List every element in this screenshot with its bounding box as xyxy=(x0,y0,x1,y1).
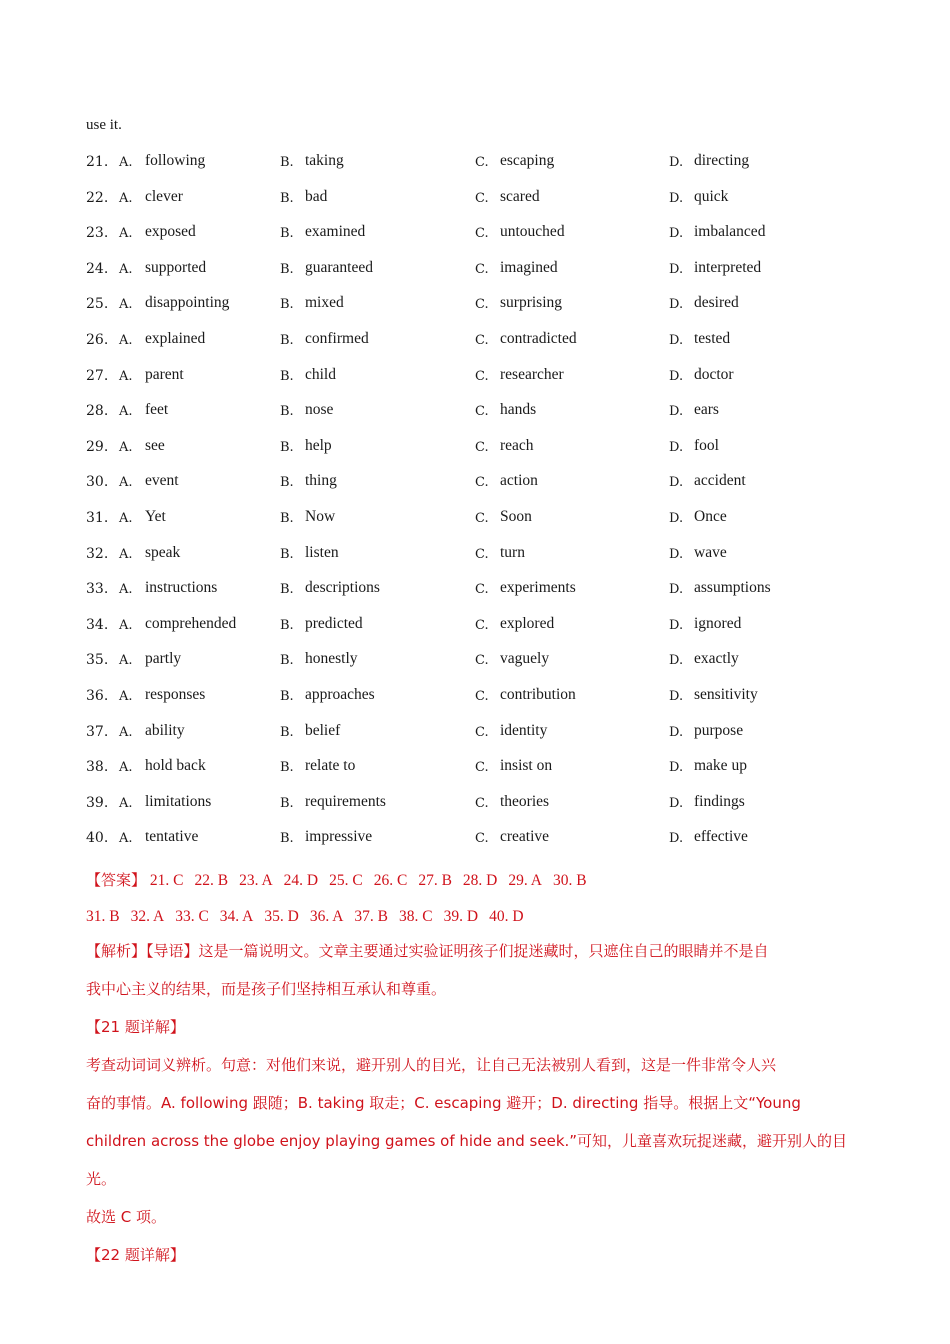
option-d-text: effective xyxy=(694,828,748,846)
question-number: 23. xyxy=(86,225,109,242)
question-row xyxy=(86,755,876,791)
option-a-text: clever xyxy=(145,187,183,205)
answer-item: 33. C xyxy=(175,908,209,925)
guide-paragraph-line-2: 我中心主义的结果，而是孩子们坚持相互承认和尊重。 xyxy=(86,980,447,998)
option-letter-c: C. xyxy=(475,688,489,704)
question-number: 22. xyxy=(86,189,109,206)
option-letter-a: A. xyxy=(119,760,133,776)
option-letter-a: A. xyxy=(119,510,133,526)
option-b-text: approaches xyxy=(305,685,375,703)
option-letter-b: B. xyxy=(280,404,294,420)
option-d-text: directing xyxy=(694,152,750,169)
option-letter-a: A. xyxy=(119,155,133,170)
question-number: 24. xyxy=(86,260,109,277)
question-row xyxy=(86,577,876,613)
question-row xyxy=(86,150,876,186)
option-c-text: theories xyxy=(500,792,550,810)
analysis-section xyxy=(86,932,876,1274)
guide-label: 【导语】 xyxy=(146,942,199,960)
answer-item: 25. C xyxy=(329,872,363,889)
option-letter-b: B. xyxy=(280,760,294,776)
option-letter-c: C. xyxy=(475,546,489,562)
question-row xyxy=(86,791,876,827)
option-letter-b: B. xyxy=(280,190,294,206)
answer-item: 40. D xyxy=(489,908,524,925)
option-letter-d: D. xyxy=(669,261,684,277)
option-c-text: hands xyxy=(500,401,537,419)
option-letter-d: D. xyxy=(669,155,684,170)
question-number: 33. xyxy=(86,581,109,598)
question-number: 39. xyxy=(86,794,109,811)
option-d-text: make up xyxy=(694,757,747,775)
option-letter-b: B. xyxy=(280,724,294,740)
question-row xyxy=(86,542,876,578)
option-d-text: tested xyxy=(694,329,731,347)
option-letter-b: B. xyxy=(280,155,294,170)
option-letter-c: C. xyxy=(475,439,489,455)
option-letter-a: A. xyxy=(119,653,133,669)
option-d-text: ears xyxy=(694,401,719,419)
answer-item: 28. D xyxy=(462,872,498,889)
option-letter-a: A. xyxy=(119,724,133,740)
option-letter-b: B. xyxy=(280,546,294,562)
question-number: 32. xyxy=(86,545,109,562)
option-letter-c: C. xyxy=(475,261,489,277)
analysis-label: 【解析】 xyxy=(86,942,147,960)
option-c-text: imagined xyxy=(500,258,558,276)
question-number: 27. xyxy=(86,367,109,384)
answer-item: 29. A xyxy=(508,872,542,889)
option-a-text: comprehended xyxy=(145,614,237,632)
q21-heading: 【21 题详解】 xyxy=(86,1018,185,1036)
option-b-text: examined xyxy=(305,223,366,241)
option-a-text: supported xyxy=(145,258,207,276)
question-number: 37. xyxy=(86,723,109,740)
option-d-text: interpreted xyxy=(694,258,762,276)
option-c-text: reach xyxy=(500,436,534,454)
option-b-text: guaranteed xyxy=(305,258,373,276)
option-letter-b: B. xyxy=(280,439,294,455)
option-b-text: taking xyxy=(305,152,344,169)
option-b-text: impressive xyxy=(305,828,373,846)
guide-paragraph-line-1 xyxy=(86,932,876,970)
option-letter-b: B. xyxy=(280,617,294,633)
answer-item: 32. A xyxy=(130,908,165,925)
question-row xyxy=(86,186,876,222)
option-letter-c: C. xyxy=(475,332,489,348)
option-c-text: Soon xyxy=(500,507,532,525)
question-row xyxy=(86,684,876,720)
option-letter-a: A. xyxy=(119,226,133,242)
option-a-text: feet xyxy=(145,401,169,419)
option-a-text: disappointing xyxy=(145,294,230,312)
option-a-text: responses xyxy=(145,685,206,703)
option-letter-c: C. xyxy=(475,404,489,420)
answer-item: 23. A xyxy=(239,872,273,889)
lead-text: use it. xyxy=(86,117,122,133)
question-row xyxy=(86,648,876,684)
option-d-text: exactly xyxy=(694,650,739,668)
option-a-text: event xyxy=(145,472,179,490)
option-letter-c: C. xyxy=(475,368,489,384)
question-number: 31. xyxy=(86,509,109,526)
option-b-text: child xyxy=(305,365,336,383)
question-row xyxy=(86,613,876,649)
question-row xyxy=(86,257,876,293)
option-b-text: nose xyxy=(305,401,334,419)
option-c-text: action xyxy=(500,472,538,490)
option-b-text: listen xyxy=(305,543,339,561)
option-letter-d: D. xyxy=(669,297,684,313)
q21-line-4: 故选 C 项。 xyxy=(86,1208,167,1226)
question-number: 40. xyxy=(86,830,109,847)
answer-item: 24. D xyxy=(283,872,319,889)
option-letter-c: C. xyxy=(475,724,489,740)
q21-line-1: 考查动词词义辨析。句意：对他们来说，避开别人的目光，让自己无法被别人看到，这是一件非常令人兴 xyxy=(86,1056,777,1074)
option-letter-a: A. xyxy=(119,368,133,384)
option-d-text: sensitivity xyxy=(694,685,758,703)
option-d-text: ignored xyxy=(694,614,742,632)
answer-line-2 xyxy=(86,899,876,935)
option-d-text: assumptions xyxy=(694,579,771,597)
option-letter-d: D. xyxy=(669,226,684,242)
answer-item: 27. B xyxy=(418,872,452,889)
option-letter-c: C. xyxy=(475,226,489,242)
option-letter-a: A. xyxy=(119,795,133,811)
option-c-text: explored xyxy=(500,614,555,632)
answer-item: 39. D xyxy=(443,908,479,925)
option-b-text: Now xyxy=(305,507,336,525)
option-letter-a: A. xyxy=(119,404,133,420)
question-number: 30. xyxy=(86,474,109,491)
option-letter-b: B. xyxy=(280,688,294,704)
option-letter-b: B. xyxy=(280,297,294,313)
question-number: 38. xyxy=(86,759,109,776)
option-d-text: findings xyxy=(694,792,745,810)
option-letter-a: A. xyxy=(119,297,133,313)
option-letter-b: B. xyxy=(280,582,294,598)
guide-text-1: 这是一篇说明文。文章主要通过实验证明孩子们捉迷藏时，只遮住自己的眼睛并不是自 xyxy=(198,942,769,960)
option-c-text: identity xyxy=(500,721,548,739)
option-letter-a: A. xyxy=(119,546,133,562)
answer-item: 26. C xyxy=(373,872,408,889)
option-c-text: contradicted xyxy=(500,329,577,347)
option-letter-a: A. xyxy=(119,475,133,491)
option-c-text: researcher xyxy=(500,365,564,383)
question-number: 35. xyxy=(86,652,109,669)
option-a-text: explained xyxy=(145,329,206,347)
option-c-text: escaping xyxy=(500,152,555,169)
option-a-text: instructions xyxy=(145,579,218,597)
option-letter-d: D. xyxy=(669,475,684,491)
option-d-text: quick xyxy=(694,187,729,205)
option-letter-b: B. xyxy=(280,831,294,847)
q22-heading: 【22 题详解】 xyxy=(86,1246,185,1264)
answer-item: 38. C xyxy=(399,908,433,925)
option-a-text: partly xyxy=(145,650,182,668)
option-letter-d: D. xyxy=(669,546,684,562)
option-letter-b: B. xyxy=(280,510,294,526)
option-letter-c: C. xyxy=(475,475,489,491)
option-b-text: bad xyxy=(305,187,328,205)
answer-label: 【答案】 xyxy=(86,871,147,889)
question-row xyxy=(86,470,876,506)
option-letter-c: C. xyxy=(475,510,489,526)
option-letter-c: C. xyxy=(475,760,489,776)
question-row xyxy=(86,328,876,364)
option-c-text: vaguely xyxy=(500,650,550,668)
option-b-text: predicted xyxy=(305,614,363,632)
answer-item: 37. B xyxy=(354,908,389,925)
option-d-text: purpose xyxy=(694,721,744,739)
option-letter-d: D. xyxy=(669,190,684,206)
option-a-text: exposed xyxy=(145,223,196,241)
answer-item: 31. B xyxy=(86,908,120,925)
option-letter-a: A. xyxy=(119,190,133,206)
option-b-text: requirements xyxy=(305,792,386,810)
option-c-text: surprising xyxy=(500,294,562,312)
option-letter-d: D. xyxy=(669,404,684,420)
option-letter-d: D. xyxy=(669,653,684,669)
option-letter-a: A. xyxy=(119,439,133,455)
option-c-text: experiments xyxy=(500,579,576,597)
answer-item: 21. C xyxy=(149,872,184,889)
option-b-text: descriptions xyxy=(305,579,380,597)
option-letter-a: A. xyxy=(119,582,133,598)
option-letter-d: D. xyxy=(669,724,684,740)
question-row xyxy=(86,292,876,328)
option-letter-d: D. xyxy=(669,688,684,704)
question-row xyxy=(86,435,876,471)
option-b-text: belief xyxy=(305,721,341,739)
option-d-text: doctor xyxy=(694,365,734,383)
question-list xyxy=(86,150,876,862)
option-letter-b: B. xyxy=(280,226,294,242)
option-a-text: tentative xyxy=(145,828,199,846)
option-b-text: help xyxy=(305,436,332,454)
option-letter-c: C. xyxy=(475,653,489,669)
question-number: 36. xyxy=(86,687,109,704)
option-a-text: hold back xyxy=(145,757,206,775)
option-d-text: imbalanced xyxy=(694,223,766,241)
option-c-text: contribution xyxy=(500,685,576,703)
option-letter-b: B. xyxy=(280,653,294,669)
option-d-text: Once xyxy=(694,507,727,525)
question-row xyxy=(86,506,876,542)
option-a-text: see xyxy=(145,436,165,454)
answer-line-1 xyxy=(86,862,876,899)
option-d-text: desired xyxy=(694,294,739,312)
option-letter-c: C. xyxy=(475,617,489,633)
answer-item: 34. A xyxy=(219,908,254,925)
answer-item: 22. B xyxy=(194,872,229,889)
option-a-text: following xyxy=(145,152,206,169)
option-b-text: mixed xyxy=(305,294,344,312)
question-row xyxy=(86,364,876,400)
question-row xyxy=(86,826,876,862)
option-letter-b: B. xyxy=(280,332,294,348)
option-letter-b: B. xyxy=(280,475,294,491)
option-a-text: parent xyxy=(145,365,184,383)
option-d-text: fool xyxy=(694,436,719,454)
answer-key xyxy=(86,862,876,935)
option-letter-d: D. xyxy=(669,831,684,847)
option-letter-a: A. xyxy=(119,617,133,633)
question-row xyxy=(86,221,876,257)
option-c-text: turn xyxy=(500,543,525,561)
option-letter-b: B. xyxy=(280,795,294,811)
option-letter-d: D. xyxy=(669,510,684,526)
option-letter-a: A. xyxy=(119,688,133,704)
q21-line-2: 奋的事情。A. following 跟随；B. taking 取走；C. escaping 避开；D. directing 指导。根据上文“Young xyxy=(86,1094,801,1112)
option-c-text: creative xyxy=(500,828,550,846)
option-letter-a: A. xyxy=(119,261,133,277)
option-c-text: insist on xyxy=(500,757,553,775)
option-letter-b: B. xyxy=(280,368,294,384)
option-c-text: untouched xyxy=(500,223,565,241)
option-b-text: relate to xyxy=(305,757,356,775)
option-b-text: honestly xyxy=(305,650,358,668)
option-letter-c: C. xyxy=(475,795,489,811)
option-letter-d: D. xyxy=(669,439,684,455)
question-number: 21. xyxy=(86,154,109,170)
answer-item: 35. D xyxy=(264,908,299,925)
option-letter-d: D. xyxy=(669,332,684,348)
option-c-text: scared xyxy=(500,187,540,205)
option-d-text: accident xyxy=(694,472,746,490)
question-number: 29. xyxy=(86,438,109,455)
option-letter-d: D. xyxy=(669,760,684,776)
answer-item: 30. B xyxy=(552,872,587,889)
option-letter-c: C. xyxy=(475,297,489,313)
option-letter-b: B. xyxy=(280,261,294,277)
question-row xyxy=(86,720,876,756)
question-number: 26. xyxy=(86,331,109,348)
question-number: 28. xyxy=(86,403,109,420)
option-b-text: thing xyxy=(305,472,337,490)
option-b-text: confirmed xyxy=(305,329,369,347)
option-letter-a: A. xyxy=(119,332,133,348)
option-letter-c: C. xyxy=(475,582,489,598)
option-d-text: wave xyxy=(694,543,727,561)
option-letter-c: C. xyxy=(475,831,489,847)
option-letter-a: A. xyxy=(119,831,133,847)
option-letter-d: D. xyxy=(669,582,684,598)
question-number: 34. xyxy=(86,616,109,633)
option-a-text: limitations xyxy=(145,792,212,810)
option-letter-d: D. xyxy=(669,617,684,633)
q21-line-3: children across the globe enjoy playing games of hide and seek.”可知，儿童喜欢玩捉迷藏，避开别人的目光。 xyxy=(86,1132,848,1188)
option-a-text: speak xyxy=(145,543,181,561)
option-letter-c: C. xyxy=(475,155,489,170)
question-row xyxy=(86,399,876,435)
option-letter-d: D. xyxy=(669,795,684,811)
option-a-text: ability xyxy=(145,721,185,739)
question-number: 25. xyxy=(86,296,109,313)
answer-item: 36. A xyxy=(309,908,344,925)
option-letter-c: C. xyxy=(475,190,489,206)
option-letter-d: D. xyxy=(669,368,684,384)
option-a-text: Yet xyxy=(145,507,166,525)
